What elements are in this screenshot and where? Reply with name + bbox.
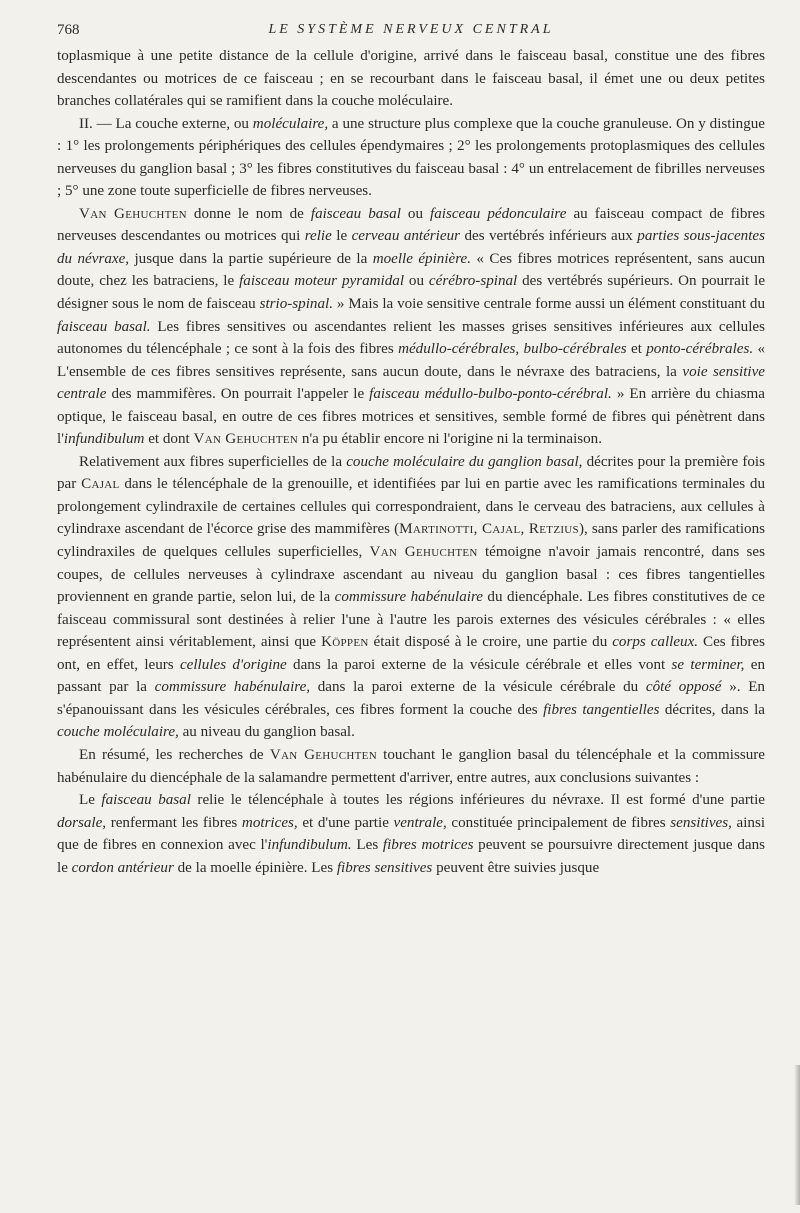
author-name: Van Gehuchten	[369, 544, 478, 561]
text-run: jusque dans la partie supérieure de la	[129, 250, 373, 267]
text-run: « L'ensemble de ces fibres sensitives représente, sans aucun doute, dans le névraxe des batraciens, la	[57, 341, 765, 380]
author-name: Cajal	[81, 476, 120, 493]
author-name: Köppen	[321, 634, 369, 651]
text-run: au niveau du ganglion basal.	[178, 724, 355, 741]
page-header	[57, 22, 765, 44]
italic-term: côté opposé	[645, 679, 722, 696]
text-run: Le	[79, 792, 102, 809]
text-run: a une structure plus complexe que la couche granuleuse. On y distingue : 1° les prolongements périphériques des cellules épendymaires ; 2° les prolongements protoplasmiques des cellules nerveuses du ganglion basal ; 3° les fibres constitutives du faisceau basal : 4° un entrelacement de fibrilles nerveuses ; 5° une zone toute superficielle de fibres nerveuses.	[57, 115, 766, 200]
author-name: Martinotti, Cajal, Retzius	[399, 521, 579, 538]
text-run: et d'une partie	[297, 814, 394, 831]
text-run: ), sans parler des ramifications cylindraxiles de quelques cellules superficielles,	[57, 521, 765, 561]
text-run: ». En s'épanouissant dans les vésicules cérébrales, ces fibres forment la couche des	[57, 679, 765, 718]
italic-term: fibres tangentielles	[543, 701, 660, 718]
italic-term: relie	[304, 228, 332, 245]
text-run: des vertébrés inférieurs aux	[460, 228, 638, 245]
italic-term: fibres sensitives	[336, 859, 433, 876]
italic-term: cellules d'origine	[179, 656, 287, 673]
italic-term: ponto-cérébrales.	[646, 341, 754, 358]
text-run: le	[331, 228, 352, 245]
text-run: témoigne n'avoir jamais rencontré, dans ses coupes, de cellules nerveuses à cylindraxe ascendant au niveau du ganglion basal : ces fibres tangentielles proviennent en grande partie, selon lui, de la	[57, 544, 765, 606]
italic-term: motrices,	[241, 814, 298, 831]
text-run: constituée principalement de fibres	[446, 814, 671, 831]
text-run: » Mais la voie sensitive centrale forme aussi un élément constituant du	[332, 296, 765, 313]
paragraph	[57, 451, 765, 744]
text-run: relie le télencéphale à toutes les régions inférieures du névraxe. Il est formé d'une partie	[190, 792, 765, 809]
italic-term: faisceau basal.	[57, 318, 151, 335]
italic-term: commissure habénulaire	[334, 589, 483, 606]
author-name: Van Gehuchten	[79, 205, 187, 222]
italic-term: moléculaire,	[252, 115, 329, 132]
italic-term: cérébro-spinal	[428, 273, 518, 290]
paragraph	[57, 45, 765, 113]
paragraph	[57, 789, 765, 879]
italic-term: corps calleux.	[612, 634, 699, 651]
running-title: LE SYSTÈME NERVEUX CENTRAL	[268, 22, 554, 37]
text-run: au faisceau compact de fibres nerveuses descendantes ou motrices qui	[57, 205, 765, 245]
italic-term: voie sensitive centrale	[57, 363, 765, 403]
italic-term: couche moléculaire du ganglion basal,	[346, 453, 583, 470]
italic-term: moelle épinière.	[372, 250, 472, 267]
text-run: Les fibres sensitives ou ascendantes relient les masses grises sensitives inférieures aux cellules autonomes du télencéphale ; ce sont à la fois des fibres	[57, 318, 765, 358]
text-run: Relativement aux fibres superficielles de la	[79, 453, 347, 470]
text-run: peuvent être suivies jusque	[432, 859, 600, 876]
italic-term: strio-spinal.	[259, 296, 333, 313]
body-text	[57, 45, 765, 879]
italic-term: faisceau médullo-bulbo-ponto-cérébral.	[369, 386, 612, 403]
italic-term: se terminer,	[671, 656, 745, 673]
text-run: des mammifères. On pourrait l'appeler le	[106, 386, 370, 403]
italic-term: faisceau pédonculaire	[430, 205, 567, 222]
paragraph	[57, 113, 765, 203]
italic-term: cerveau antérieur	[351, 228, 460, 245]
italic-term: commissure habénulaire,	[154, 679, 311, 696]
text-run: donne le nom de	[186, 205, 311, 222]
text-run: » En arrière du chiasma optique, le faisceau basal, en outre de ces fibres motrices et sensitives, semble formé de fibres qui pénètrent dans l'	[57, 386, 765, 448]
text-run: dans la paroi externe de la vésicule cérébrale et elles vont	[286, 656, 672, 673]
paragraph	[57, 203, 765, 451]
text-run: ainsi que de fibres en connexion avec l'	[57, 814, 766, 854]
text-run: « Ces fibres motrices représentent, sans aucun doute, chez les batraciens, le	[57, 250, 765, 290]
italic-term: faisceau basal	[310, 205, 401, 222]
italic-term: infundibulum	[63, 431, 145, 448]
italic-term: ventrale,	[393, 814, 447, 831]
italic-term: médullo-cérébrales, bulbo-cérébrales	[398, 341, 627, 358]
author-name: Van Gehuchten	[193, 431, 299, 448]
text-run: et dont	[144, 431, 194, 448]
italic-term: infundibulum.	[267, 837, 352, 854]
author-name: Van Gehuchten	[269, 746, 377, 763]
text-run: n'a pu établir encore ni l'origine ni la terminaison.	[298, 431, 603, 448]
text-run: II. — La couche externe, ou	[79, 115, 253, 132]
text-run: renfermant les fibres	[106, 814, 242, 831]
text-run: de la moelle épinière. Les	[173, 859, 337, 876]
italic-term: faisceau moteur pyramidal	[239, 273, 405, 290]
italic-term: sensitives,	[670, 814, 732, 831]
text-run: touchant le ganglion basal du télencéphale et la commissure habénulaire du diencéphale de la salamandre permettent d'arriver, entre autres, aux conclusions suivantes :	[57, 746, 765, 786]
text-run: était disposé à le croire, une partie du	[368, 634, 613, 651]
text-run: et	[626, 341, 647, 358]
text-run: peuvent se poursuivre directement jusque dans le	[57, 837, 765, 876]
italic-term: cordon antérieur	[71, 859, 174, 876]
text-run: En résumé, les recherches de	[79, 746, 270, 763]
page-number: 768	[57, 22, 80, 38]
text-run: dans le télencéphale de la grenouille, et identifiées par lui en partie avec les ramifications terminales du prolongement cylindraxile de certaines cellules qui correspondraient, dans le cerveau des batraciens, aux cellules à cylindraxe ascendant de l'écorce grise des mammifères (	[57, 476, 766, 538]
text-run: Les	[351, 837, 383, 854]
italic-term: couche moléculaire,	[57, 724, 179, 741]
text-run: en passant par la	[57, 656, 766, 696]
italic-term: dorsale,	[57, 814, 107, 831]
text-run: Ces fibres ont, en effet, leurs	[57, 634, 765, 673]
italic-term: fibres motrices	[382, 837, 474, 854]
italic-term: faisceau basal	[101, 792, 191, 809]
paragraph	[57, 744, 765, 789]
text-run: dans la paroi externe de la vésicule cérébrale du	[310, 679, 646, 696]
text-run: ou	[404, 273, 429, 290]
page-edge-shadow	[794, 1065, 800, 1205]
text-run: toplasmique à une petite distance de la cellule d'origine, arrivé dans le faisceau basal, constitue une des fibres descendantes ou motrices de ce faisceau ; en se recourbant dans le faisceau basal, il émet une ou deux petites branches collatérales qui se ramifient dans la couche moléculaire.	[57, 48, 765, 110]
italic-term: parties sous-jacentes du névraxe,	[57, 228, 765, 267]
text-run: du diencéphale. Les fibres constitutives de ce faisceau commissural sont destinées à relier l'une à l'autre les parois externes des vésicules cérébrales : « elles représentent ainsi véritablement, ainsi que	[57, 589, 766, 651]
text-run: ou	[400, 205, 431, 222]
text-run: des vertébrés supérieurs. On pourrait le désigner sous le nom de faisceau	[57, 273, 766, 313]
text-run: décrites pour la première fois par	[57, 453, 765, 493]
text-run: décrites, dans la	[659, 701, 765, 718]
